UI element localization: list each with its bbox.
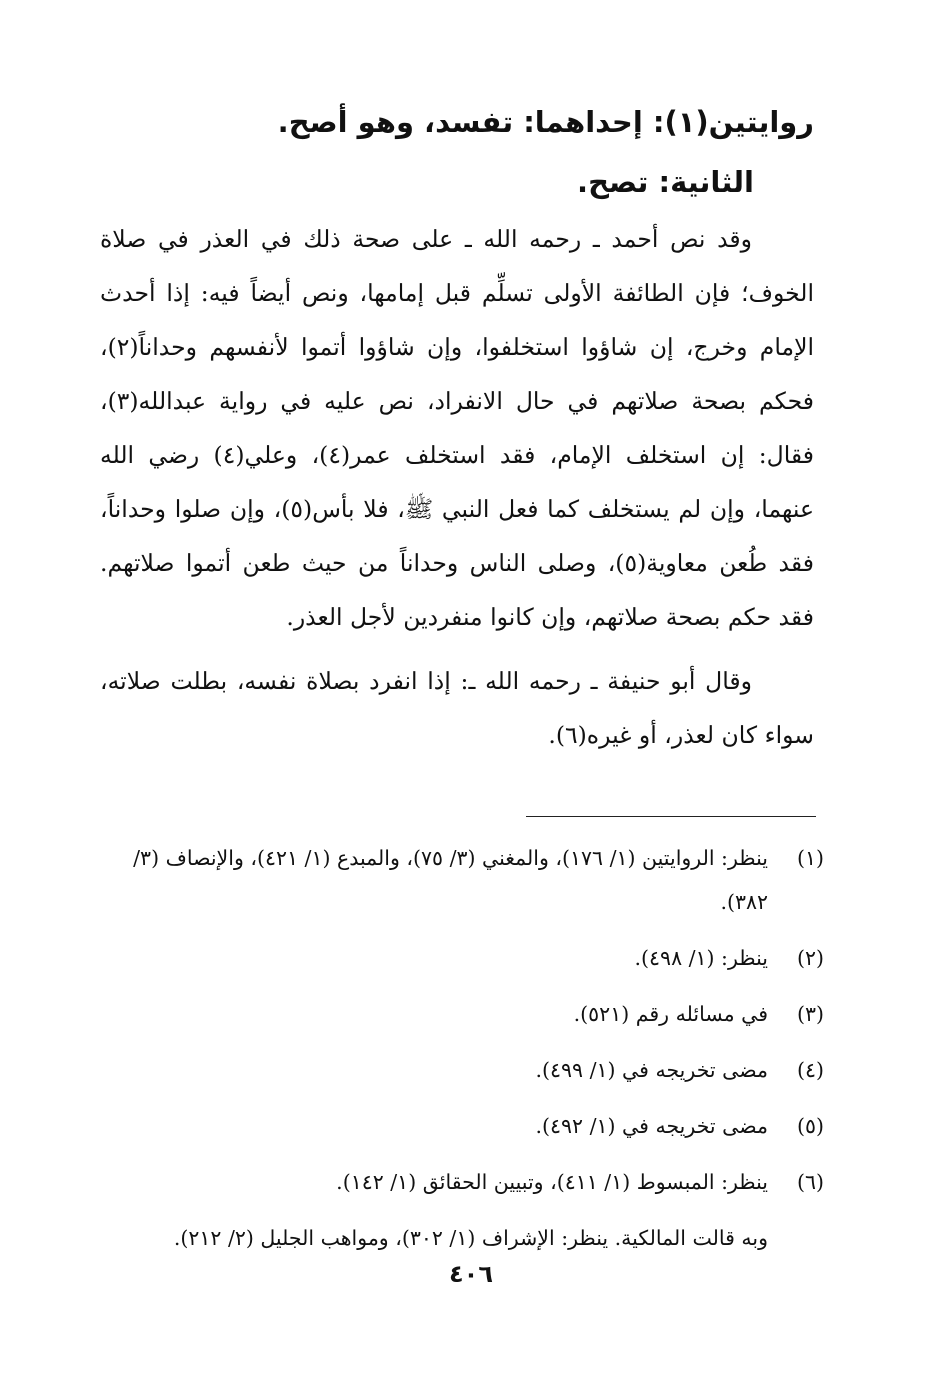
footnote-number: (٤): [796, 1058, 824, 1082]
footnote-item: [100, 936, 824, 980]
footnote-continuation: وبه قالت المالكية. ينظر: الإشراف (١/ ٣٠٢)، ومواهب الجليل (٢/ ٢١٢).: [173, 1226, 768, 1250]
footnote-item: [100, 1160, 824, 1204]
footnote-item: [100, 1104, 824, 1148]
footnote-item: [100, 836, 824, 924]
footnote-number: (٥): [796, 1114, 824, 1138]
footnote-text: ينظر: الروايتين (١/ ١٧٦)، والمغني (٣/ ٧٥)، والمبدع (١/ ٤٢١)، والإنصاف (٣/ ٣٨٢).: [133, 846, 768, 914]
footnote-text: مضى تخريجه في (١/ ٤٩٩).: [535, 1058, 768, 1082]
footnote-divider: [526, 816, 816, 817]
footnote-item: [100, 1048, 824, 1092]
paragraph-2: وقال أبو حنيفة ـ رحمه الله ـ: إذا انفرد بصلاة نفسه، بطلت صلاته، سواء كان لعذر، أو غيره(٦).: [100, 667, 814, 749]
heading-line-2: الثانية: تصح.: [577, 165, 754, 199]
footnote-number: (٢): [796, 946, 824, 970]
footnote-text: في مسائله رقم (٥٢١).: [573, 1002, 768, 1026]
footnote-text: ينظر: (١/ ٤٩٨).: [634, 946, 768, 970]
heading-line-1: روايتين(١): إحداهما: تفسد، وهو أصح.: [277, 105, 814, 139]
footnote-text: ينظر: المبسوط (١/ ٤١١)، وتبيين الحقائق (١/ ١٤٢).: [336, 1170, 768, 1194]
footnote-number: (٣): [796, 1002, 824, 1026]
page-number: ٤٠٦: [449, 1260, 493, 1288]
footnote-number: (١): [796, 846, 824, 870]
footnotes: [100, 836, 824, 1260]
footnote-item: [100, 992, 824, 1036]
footnote-text: مضى تخريجه في (١/ ٤٩٢).: [535, 1114, 768, 1138]
main-text: [100, 92, 814, 762]
footnote-number: (٦): [796, 1170, 824, 1194]
paragraph-1: وقد نص أحمد ـ رحمه الله ـ على صحة ذلك في العذر في صلاة الخوف؛ فإن الطائفة الأولى تسلِّم قبل إمامها، ونص أيضاً فيه: إذا أحدث الإمام وخرج، إن شاؤوا استخلفوا، وإن شاؤوا أتموا لأنفسهم وحداناً(٢)، فحكم بصحة صلاتهم في حال الانفراد، نص عليه في رواية عبدالله(٣)، فقال: إن استخلف الإمام، فقد استخلف عمر(٤)، وعلي(٤) رضي الله عنهما، وإن لم يستخلف كما فعل النبي ﷺ، فلا بأس(٥)، وإن صلوا وحداناً، فقد طُعن معاوية(٥)، وصلى الناس وحداناً من حيث طعن أتموا صلاتهم. فقد حكم بصحة صلاتهم، وإن كانوا منفردين لأجل العذر.: [100, 225, 814, 631]
